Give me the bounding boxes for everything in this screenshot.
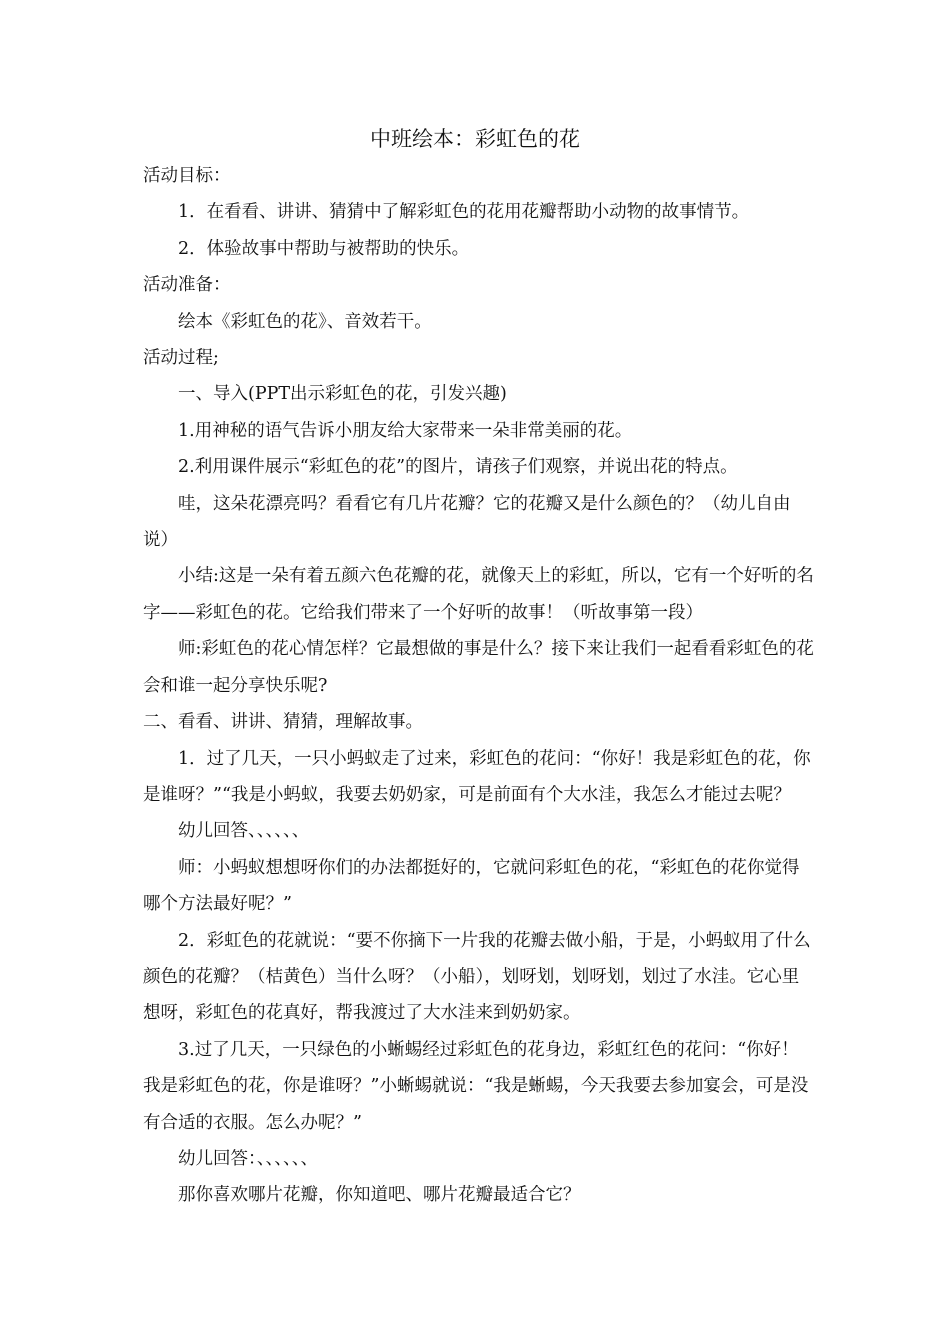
paragraph: 1．在看看、讲讲、猜猜中了解彩虹色的花用花瓣帮助小动物的故事情节。 <box>178 202 750 223</box>
section-heading-understand-story: 二、看看、讲讲、猜猜，理解故事。 <box>143 712 423 733</box>
paragraph: 2．彩虹色的花就说：“要不你摘下一片我的花瓣去做小船，于是，小蚂蚁用了什么颜色的花瓣？（桔黄色）当什么呀？（小船），划呀划，划呀划，划过了水洼。它心里想呀，彩虹色的花真好，帮我渡过了大水洼来到奶奶家。 <box>143 930 811 1024</box>
paragraph: 幼儿回答、、、、、、 <box>178 821 310 842</box>
paragraph: 幼儿回答：、、、、、、 <box>178 1148 318 1169</box>
paragraph: 那你喜欢哪片花瓣，你知道吧、哪片花瓣最适合它？ <box>178 1185 581 1206</box>
paragraph: 3.过了几天，一只绿色的小蜥蜴经过彩虹色的花身边，彩虹红色的花问：“你好！我是彩虹色的花，你是谁呀？”小蜥蜴就说：“我是蜥蜴，今天我要去参加宴会，可是没有合适的衣服。怎么办呢？” <box>143 1039 809 1133</box>
paragraph: 2.利用课件展示“彩虹色的花”的图片，请孩子们观察，并说出花的特点。 <box>178 457 738 478</box>
paragraph: 小结:这是一朵有着五颜六色花瓣的花，就像天上的彩虹，所以，它有一个好听的名字——彩虹色的花。它给我们带来了一个好听的故事！（听故事第一段） <box>143 566 814 623</box>
section-heading-process: 活动过程; <box>143 348 219 369</box>
paragraph: 哇，这朵花漂亮吗？看看它有几片花瓣？它的花瓣又是什么颜色的？（幼儿自由说） <box>143 493 791 551</box>
paragraph: 2．体验故事中帮助与被帮助的快乐。 <box>178 238 470 259</box>
paragraph: 师:彩虹色的花心情怎样？它最想做的事是什么？接下来让我们一起看看彩虹色的花会和谁一起分享快乐呢? <box>143 639 814 696</box>
paragraph: 1.用神秘的语气告诉小朋友给大家带来一朵非常美丽的花。 <box>178 420 633 441</box>
paragraph: 一、导入(PPT出示彩虹色的花，引发兴趣) <box>178 384 507 405</box>
paragraph: 1．过了几天，一只小蚂蚁走了过来，彩虹色的花问：“你好！我是彩虹色的花，你是谁呀？”“我是小蚂蚁，我要去奶奶家，可是前面有个大水洼，我怎么才能过去呢？ <box>143 748 811 805</box>
section-heading-preparation: 活动准备： <box>143 275 231 296</box>
paragraph: 绘本《彩虹色的花》、音效若干。 <box>178 311 432 332</box>
section-heading-goals: 活动目标： <box>143 166 231 186</box>
document-body <box>143 158 815 1214</box>
paragraph: 师：小蚂蚁想想呀你们的办法都挺好的，它就问彩虹色的花，“彩虹色的花你觉得哪个方法最好呢？” <box>143 857 800 915</box>
document-title: 中班绘本：彩虹色的花 <box>370 127 580 151</box>
